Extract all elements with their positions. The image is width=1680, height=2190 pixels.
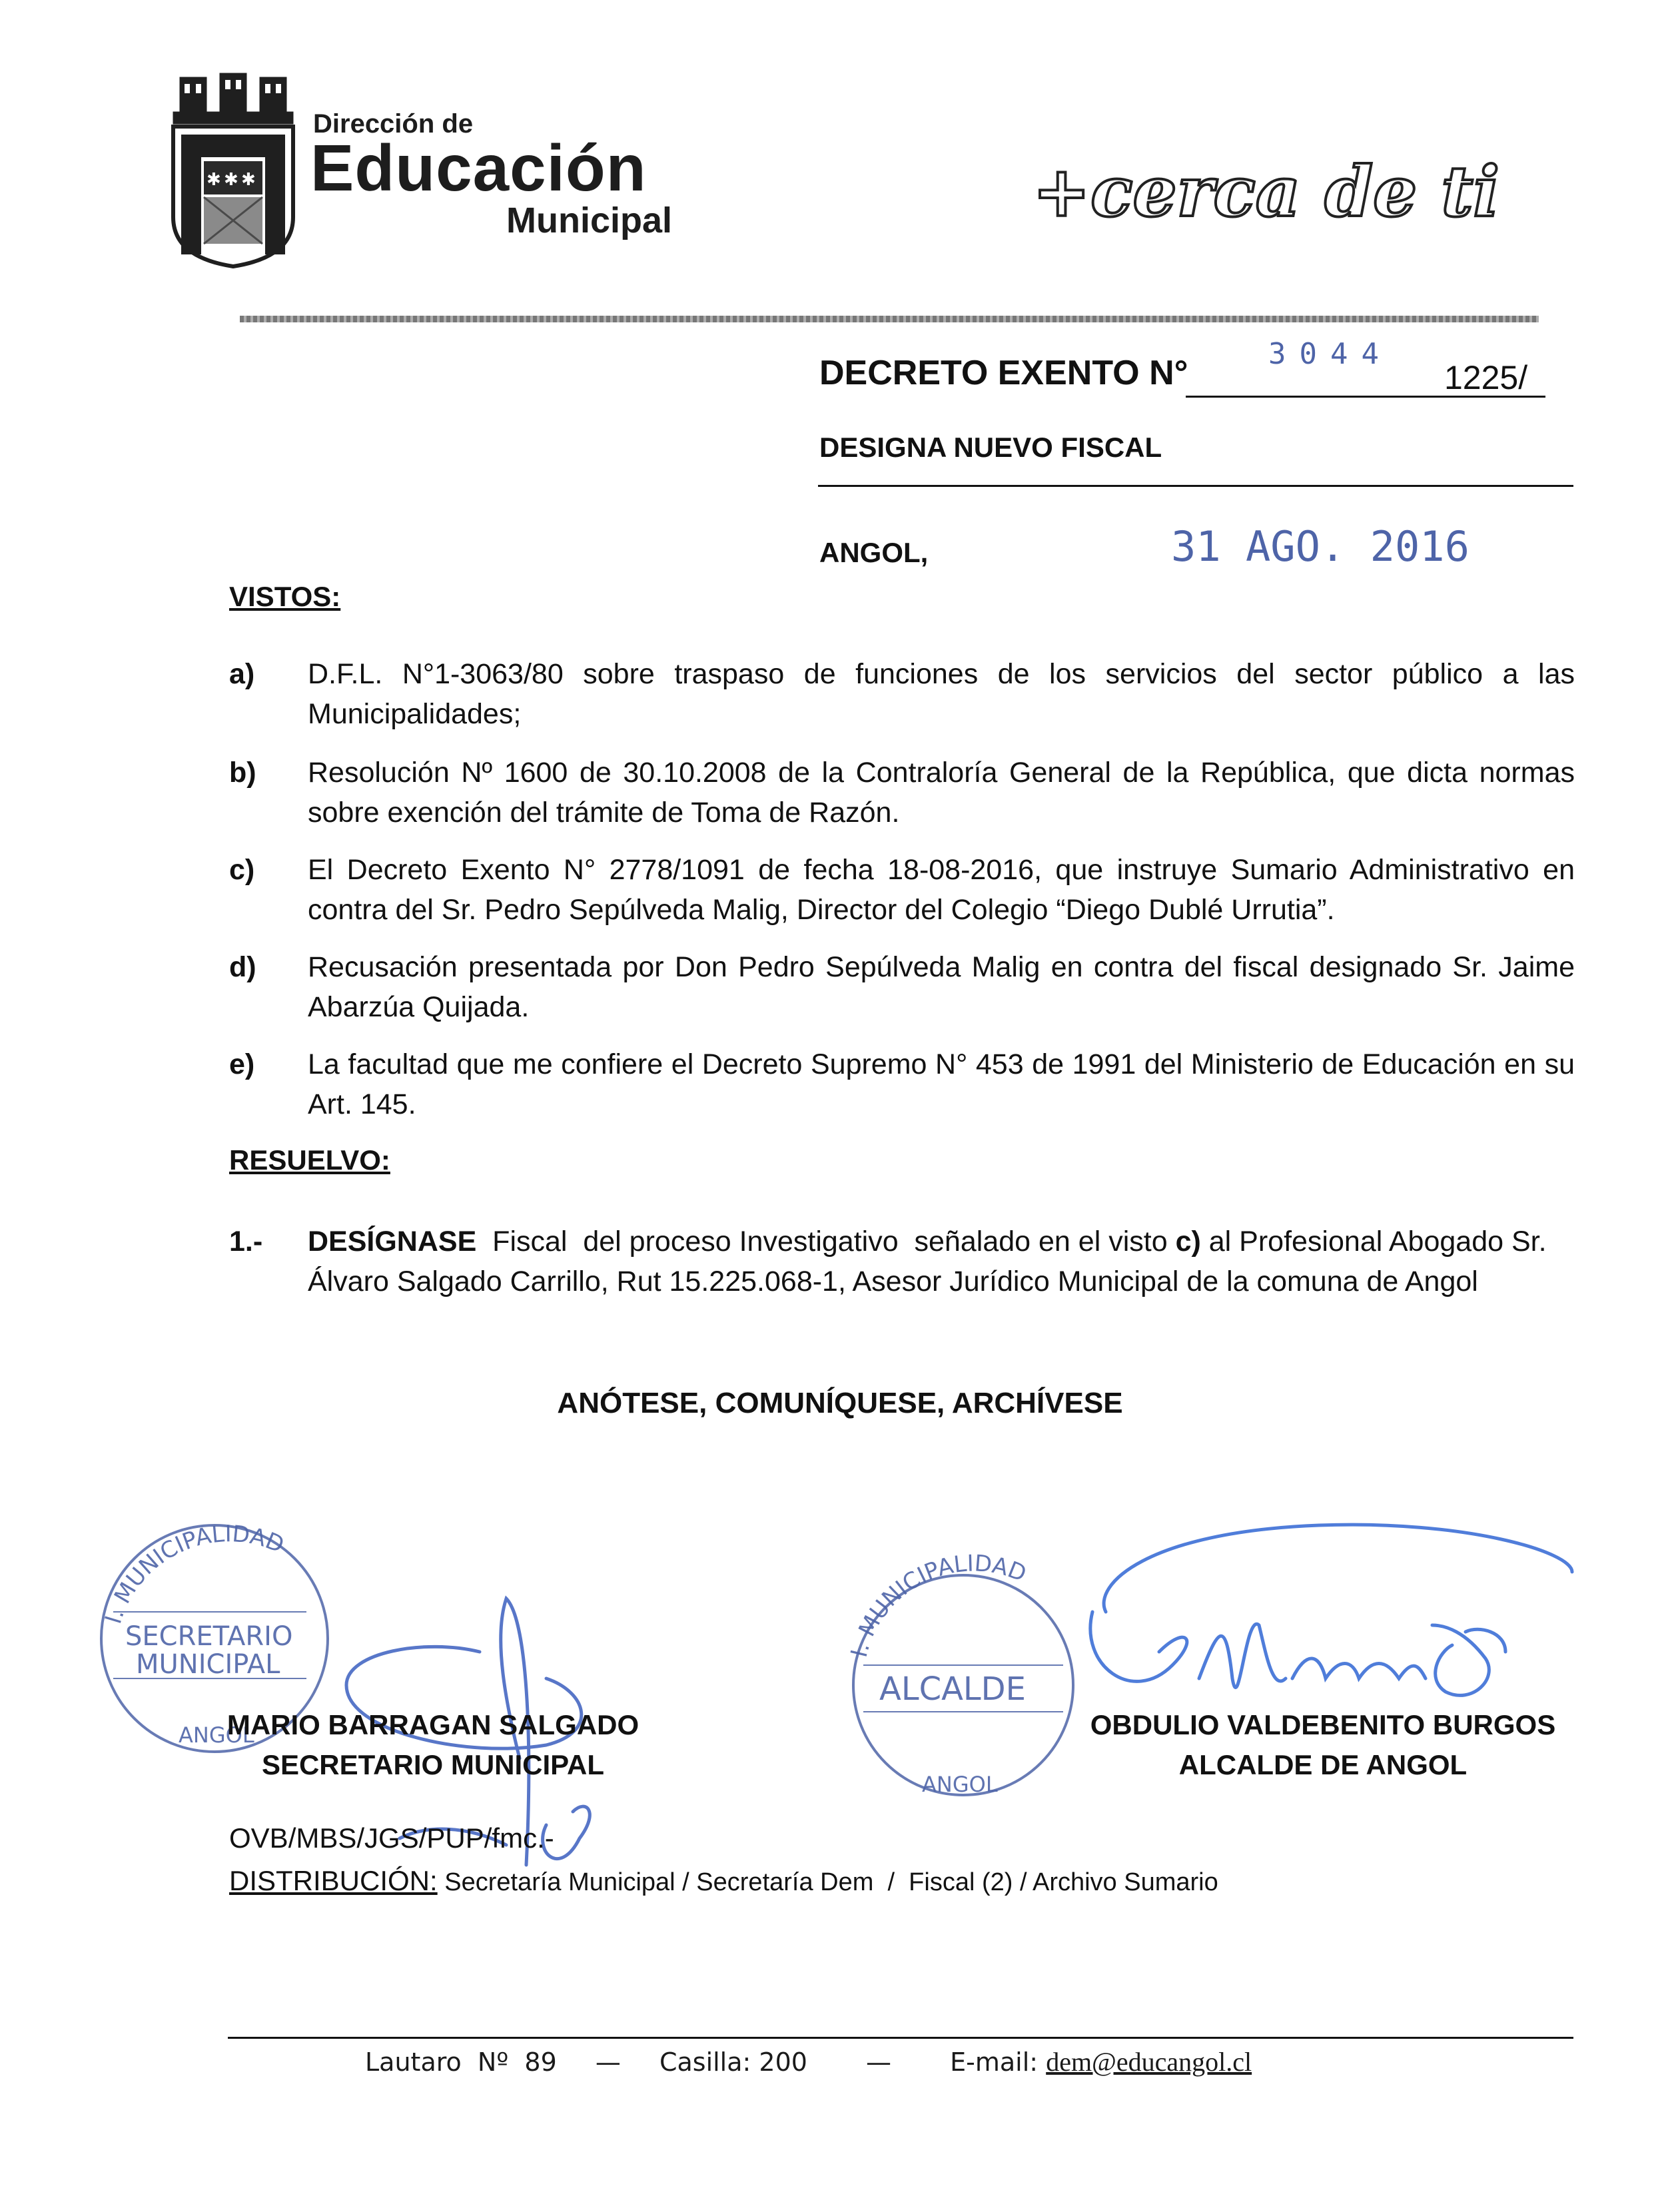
decree-subject: DESIGNA NUEVO FISCAL [819,432,1162,463]
stamp-left-line1: SECRETARIO [125,1621,293,1652]
svg-text:I. MUNICIPALIDAD [100,1521,288,1627]
signer-right-name: OBDULIO VALDEBENITO BURGOS [1090,1709,1556,1740]
signature-right [1090,1525,1572,1695]
resuelvo-ref: c) [1175,1226,1201,1258]
svg-text:✱: ✱ [241,170,256,190]
visto-label: e) [229,1048,255,1080]
slogan-text: +cerca de ti [1033,151,1499,232]
footer-separator: — [866,2047,892,2077]
resuelvo-text-b: al Profesional Abogado Sr. Álvaro Salgado Carrillo, Rut 15.225.068-1, Asesor Jurídico Municipal de la comuna de Angol [308,1226,1547,1297]
visto-text: Resolución Nº 1600 de 30.10.2008 de la Contraloría General de la República, que dicta normas sobre exención del trámite de Toma de Razón. [308,757,1575,829]
svg-text:✱: ✱ [207,170,221,190]
header-municipal: Municipal [506,200,673,240]
footer [365,2046,1252,2077]
signer-right-title: ALCALDE DE ANGOL [1178,1749,1468,1780]
stamp-left-bottom: ANGOL [179,1722,254,1748]
svg-text:✱: ✱ [224,170,238,190]
signer-left-title: SECRETARIO MUNICIPAL [261,1749,605,1780]
reference-initials: OVB/MBS/JGS/PUP/fmc.- [229,1822,554,1854]
visto-text: D.F.L. N°1-3063/80 sobre traspaso de funciones de los servicios del sector público a las Municipalidades; [308,658,1575,730]
header-direccion-de: Dirección de [313,109,474,139]
header-educacion: Educación [310,131,647,204]
footer-address: Lautaro Nº 89 [365,2047,557,2077]
decree-number: 1225/ [1444,359,1528,396]
signer-left-name: MARIO BARRAGAN SALGADO [226,1709,639,1740]
visto-label: c) [229,854,255,886]
visto-text: El Decreto Exento N° 2778/1091 de fecha 18-08-2016, que instruye Sumario Administrativo en contra del Sr. Pedro Sepúlveda Malig, Director del Colegio “Diego Dublé Urrutia”. [308,854,1575,926]
footer-email-label: E-mail: [950,2047,1039,2077]
stamp-right-center: ALCALDE [879,1670,1026,1708]
visto-label: a) [229,658,255,690]
stamp-right-bottom: ANGOL [922,1772,998,1797]
footer-box: Casilla: 200 [659,2047,807,2077]
resuelvo-verb: DESÍGNASE [308,1226,477,1258]
decree-place: ANGOL, [819,537,929,568]
resuelvo-label: 1.- [229,1226,263,1258]
stamp-left-line2: MUNICIPAL [136,1649,280,1680]
date-stamp: 31 AGO. 2016 [1171,522,1470,571]
resuelvo-heading: RESUELVO: [229,1144,390,1176]
svg-text:I. MUNICIPALIDAD [846,1550,1030,1660]
decree-stamped-number: 3044 [1268,337,1392,371]
distribution-text: Secretaría Municipal / Secretaría Dem / Fiscal (2) / Archivo Sumario [437,1868,1218,1896]
distribution [229,1865,1218,1897]
vistos-heading: VISTOS: [229,581,341,612]
visto-label: b) [229,757,256,789]
footer-separator: — [595,2047,621,2077]
stamp-right-top: I. MUNICIPALIDAD [845,1550,1031,1660]
footer-divider [228,2037,1573,2039]
closing-formula: ANÓTESE, COMUNÍQUESE, ARCHÍVESE [557,1387,1123,1419]
footer-email-link[interactable]: dem@educangol.cl [1046,2047,1252,2077]
resuelvo-text-a: Fiscal del proceso Investigativo señalado en el visto [476,1226,1176,1258]
visto-text: La facultad que me confiere el Decreto Supremo N° 453 de 1991 del Ministerio de Educación en su Art. 145. [308,1048,1575,1120]
distribution-label: DISTRIBUCIÓN: [229,1865,438,1896]
visto-label: d) [229,951,256,983]
visto-text: Recusación presentada por Don Pedro Sepúlveda Malig en contra del fiscal designado Sr. Jaime Abarzúa Quijada. [308,951,1575,1023]
stamp-left-top: I. MUNICIPALIDAD [100,1520,288,1627]
decree-title: DECRETO EXENTO N° [819,354,1188,392]
